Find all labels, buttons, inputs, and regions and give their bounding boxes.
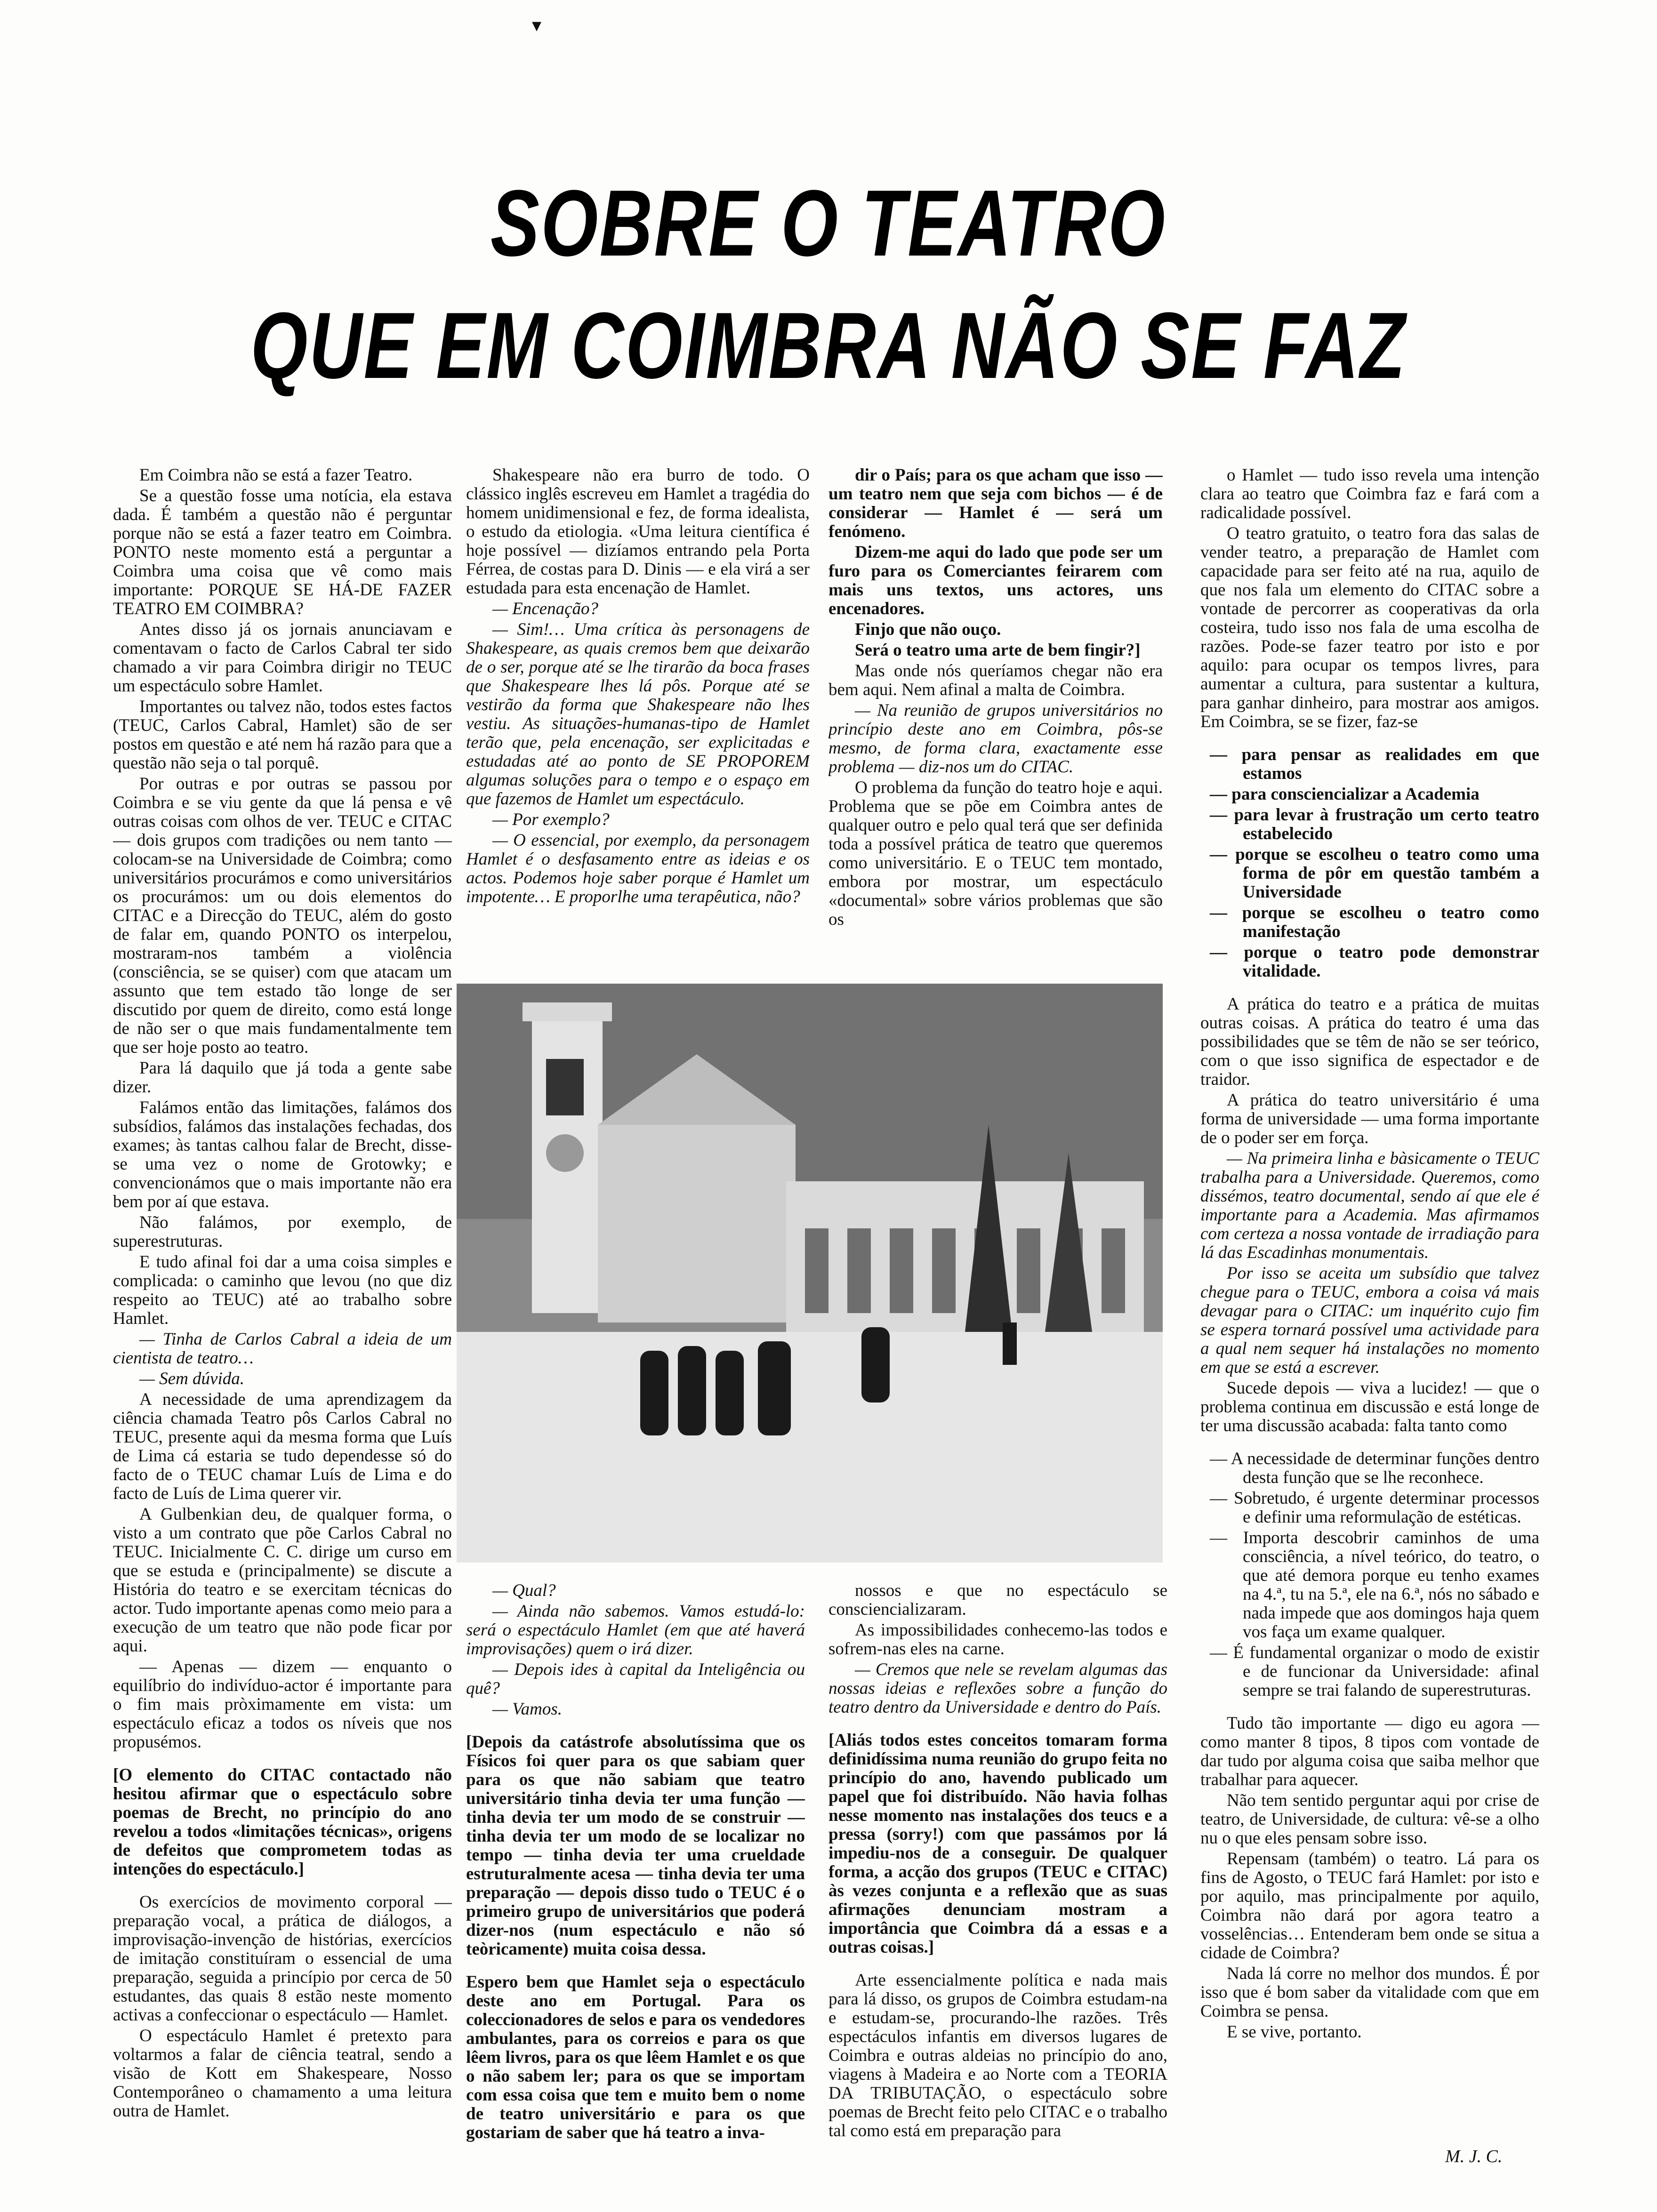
paragraph: Em Coimbra não se está a fazer Teatro.	[139, 466, 413, 485]
column-2-top	[466, 466, 810, 955]
paragraph: — Por exemplo?	[492, 810, 610, 829]
paragraph: dir o País; para os que acham que isso — um teatro nem que seja com bichos — é de considerar — Hamlet é — será um fenómeno.	[828, 466, 1163, 541]
paragraph: Dizem-me aqui do lado que pode ser um furo para os Comerciantes feirarem com mais uns textos, uns actores, uns encenadores.	[828, 543, 1163, 618]
list-item: — porque se escolheu o teatro como manifestação	[1210, 904, 1539, 941]
paragraph: Os exercícios de movimento corporal — preparação vocal, a prática de diálogos, a improvisação-invenção de histórias, exercícios de imitação constituíram o essencial de uma preparação, seguida a princípio por cerca de 50 estudantes, das quais 8 estão neste momento activas a confeccionar o espectáculo — Hamlet.	[113, 1892, 452, 2025]
column-4-list-2	[1210, 1450, 1539, 1700]
column-2-bottom	[466, 1581, 805, 2146]
paragraph: Tudo tão importante — digo eu agora — como manter 8 tipos, 8 tipos com vontade de dar tudo por alguma coisa que saiba melhor que trabalhar para aquecer.	[1200, 1714, 1539, 1789]
paragraph: Importantes ou talvez não, todos estes factos (TEUC, Carlos Cabral, Hamlet) são de ser postos em questão e até nem há razão para que a questão não seja o tal porquê.	[113, 697, 452, 773]
paragraph: E tudo afinal foi dar a uma coisa simples e complicada: o caminho que levou (no que diz respeito ao TEUC) até ao trabalho sobre Hamlet.	[113, 1252, 452, 1328]
paragraph: Arte essencialmente política e nada mais para lá disso, os grupos de Coimbra estudam-na e estudam-se, procurando-lhe razões. Três espectáculos infantis em diversos lugares de Coimbra e outras aldeias no princípio do ano, viagens à Madeira e ao Norte com a TEORIA DA TRIBUTAÇÃO, o espectáculo sobre poemas de Brecht feito pelo CITAC e o trabalho tal como está em preparação para	[828, 1971, 1167, 2140]
paragraph: E se vive, portanto.	[1227, 2022, 1362, 2042]
paragraph: O problema da função do teatro hoje e aqui. Problema que se põe em Coimbra antes de qualquer outro e pelo qual terá que ser definida toda a possível prática de teatro que queremos como universitário. E o TEUC tem montado, embora por mostrar, um espectáculo «documental» sobre vários problemas que são os	[828, 778, 1163, 929]
paragraph: — Tinha de Carlos Cabral a ideia de um cientista de teatro…	[113, 1330, 452, 1368]
column-4-part-a	[1200, 466, 1539, 731]
list-item: — A necessidade de determinar funções dentro desta função que se lhe reconhece.	[1210, 1450, 1539, 1487]
paragraph: Por isso se aceita um subsídio que talvez chegue para o TEUC, embora a coisa vá mais devagar para o CITAC: um inquérito cujo fim se espera tornará possível uma actividade para a qual nem sequer há instalações no momento em que se está a escrever.	[1200, 1264, 1539, 1377]
paragraph: nossos e que no espectáculo se consciencializaram.	[828, 1581, 1167, 1619]
column-1	[113, 466, 452, 2141]
column-4-part-c	[1200, 1714, 1539, 2042]
paragraph: [O elemento do CITAC contactado não hesitou afirmar que o espectáculo sobre poemas de Brecht, no princípio do ano revelou a todos «limitações técnicas», origens de defeitos que comprometem todas as intenções do espectáculo.]	[113, 1765, 452, 1879]
paragraph: A necessidade de uma aprendizagem da ciência chamada Teatro pôs Carlos Cabral no TEUC, presente aqui da mesma forma que Luís de Lima cá estaria se tudo dependesse só do facto de o TEUC chamar Luís de Lima e do facto de Luís de Lima querer vir.	[113, 1390, 452, 1503]
paragraph: [Aliás todos estes conceitos tomaram forma definidíssima numa reunião do grupo feita no princípio do ano, havendo publicado um papel que foi distribuído. Não havia folhas nesse momento nas instalações dos teucs e a pressa (sorry!) com que passámos por lá impediu-nos de a conseguir. De qualquer forma, a acção dos grupos (TEUC e CITAC) às vezes conjunta e a reflexão que as suas afirmações denunciam mostram a importância que Coimbra dá a essas e a outras coisas.]	[828, 1731, 1167, 1957]
list-item: — para consciencializar a Academia	[1210, 785, 1539, 804]
list-item: — Sobretudo, é urgente determinar processos e definir uma reformulação de estéticas.	[1210, 1489, 1539, 1527]
paragraph: A Gulbenkian deu, de qualquer forma, o visto a um contrato que põe Carlos Cabral no TEUC. Inicialmente C. C. dirige um curso em que se estuda e (principalmente) se discute a História do teatro e se exercitam técnicas do actor. Tudo importante apenas como meio para a execução de um teatro que não pode ficar por aqui.	[113, 1505, 452, 1656]
column-4-list	[1210, 745, 1539, 981]
photo-illustration	[457, 984, 1163, 1563]
paragraph: Finjo que não ouço.	[855, 620, 1001, 639]
headline-line-2: QUE EM COIMBRA NÃO SE FAZ	[250, 293, 1407, 398]
paragraph: — Depois ides à capital da Inteligência ou quê?	[466, 1660, 805, 1698]
paragraph: Falámos então das limitações, falámos dos subsídios, falámos das instalações fechadas, dos exames; às tantas calhou falar de Brecht, disse-se uma vez o nome de Grotowky; e convencionámos que o mais importante não era bem por aí que estava.	[113, 1098, 452, 1211]
paragraph: Antes disso já os jornais anunciavam e comentavam o facto de Carlos Cabral ter sido chamado a vir para Coimbra dirigir no TEUC um espectáculo sobre Hamlet.	[113, 620, 452, 696]
paragraph: [Depois da catástrofe absolutíssima que os Físicos foi quer para os que sabiam quer para os que não sabiam que teatro universitário tinha devia ter uma função — tinha devia ter um modo de se construir — tinha devia ter um modo de se localizar no tempo — tinha devia ter uma crueldade estruturalmente acesa — tinha devia ter uma preparação — depois disso tudo o TEUC é o primeiro grupo de universitários que poderá dizer-nos (num espectáculo e não só teòricamente) muita coisa dessa.	[466, 1732, 805, 1959]
paragraph: — Cremos que nele se revelam algumas das nossas ideias e reflexões sobre a função do teatro dentro da Universidade e dentro do País.	[828, 1660, 1167, 1717]
paragraph: Não tem sentido perguntar aqui por crise de teatro, de Universidade, de cultura: vê-se a olho nu o que eles pensam sobre isso.	[1200, 1791, 1539, 1848]
list-item: — para levar à frustração um certo teatro estabelecido	[1210, 806, 1539, 843]
paragraph: — Sim!… Uma crítica às personagens de Shakespeare, as quais cremos bem que deixarão de o ser, porque até se lhe tirarão da boca frases que Shakespeare lhes lá pôs. Porque até se vestirão da forma que Shakespeare não lhes vestiu. As situações-humanas-tipo de Hamlet terão que, pela encenação, ser explicitadas e estudadas até ao ponto de SE PROPOREM algumas soluções para o tempo e o espaço em que fazemos de Hamlet um espectáculo.	[466, 620, 810, 809]
paragraph: Espero bem que Hamlet seja o espectáculo deste ano em Portugal. Para os coleccionadores de selos e para os vendedores ambulantes, para os correios e para os que lêem livros, para os que lêem Hamlet e os que o não sabem ler; para os que se importam com essa coisa que tem e muito bem o nome de teatro universitário e para os que gostariam de saber que há teatro a inva-	[466, 1972, 805, 2142]
paragraph: — Vamos.	[492, 1699, 563, 1719]
paragraph: Repensam (também) o teatro. Lá para os fins de Agosto, o TEUC fará Hamlet: por isto e por aquilo, mas principalmente por aquilo, Coimbra não dará por agora teatro a vosselências… Entenderam bem onde se situa a cidade de Coimbra?	[1200, 1849, 1539, 1963]
list-item: — Importa descobrir caminhos de uma consciência, a nível teórico, do teatro, o que até demora porque eu tenho exames na 4.ª, tu na 5.ª, ele na 6.ª, nós no sábado e nada impede que aos domingos haja quem vos faça um exame qualquer.	[1210, 1529, 1539, 1642]
paragraph: Sucede depois — viva a lucidez! — que o problema continua em discussão e está longe de ter uma discussão acabada: falta tanto como	[1200, 1378, 1539, 1435]
paragraph: Será o teatro uma arte de bem fingir?]	[855, 641, 1141, 660]
column-3-top	[828, 466, 1163, 955]
paragraph: Para lá daquilo que já toda a gente sabe dizer.	[113, 1058, 452, 1097]
photo-coimbra-university-courtyard	[457, 984, 1163, 1563]
paragraph: Por outras e por outras se passou por Coimbra e se viu gente da que lá pensa e vê outras coisas com olhos de ver. TEUC e CITAC — dois grupos com tradições ou nem tanto — colocam-se na Universidade de Coimbra; como universitários procurámos e como universitários os procurámos: um ou dois elementos do CITAC e a Direcção do TEUC, além do gosto de falar em, quando PONTO os interpelou, mostraram-nos também a violência (consciência, se se quiser) com que atacam um assunto que tem estado tão longe de ser discutido por quem de direito, como está longe de não ser o que mais fundamentalmente tem que ser hoje posto ao teatro.	[113, 774, 452, 1057]
paragraph: Não falámos, por exemplo, de superestruturas.	[113, 1213, 452, 1251]
paragraph: As impossibilidades conhecemo-las todos e sofrem-nas eles na carne.	[828, 1620, 1167, 1659]
paragraph: O teatro gratuito, o teatro fora das salas de vender teatro, a preparação de Hamlet com capacidade para ser feito até na rua, aquilo de que nos fala um elemento do CITAC sobre a vontade de percorrer as cooperativas da orla costeira, tudo isso nos fala de uma escolha de razões. Pode-se fazer teatro por isto e por aquilo: para ocupar os tempos livres, para aumentar a cultura, para sustentar a kultura, para ganhar dinheiro, para mostrar aos amigos. Em Coimbra, se se fizer, faz-se	[1200, 524, 1539, 731]
paragraph: Nada lá corre no melhor dos mundos. É por isso que é bom saber da vitalidade com que em Coimbra se pensa.	[1200, 1964, 1539, 2021]
paragraph: — Qual?	[492, 1581, 556, 1600]
paragraph: — O essencial, por exemplo, da personagem Hamlet é o desfasamento entre as ideias e os actos. Podemos hoje saber porque é Hamlet um impotente… E proporlhe uma terapêutica, não?	[466, 831, 810, 906]
column-3-bottom	[828, 1581, 1167, 2146]
paragraph: O espectáculo Hamlet é pretexto para voltarmos a falar de ciência teatral, sendo a visão de Kott em Shakespeare, Nosso Contemporâneo o chamamento a uma leitura outra de Hamlet.	[113, 2026, 452, 2121]
paragraph: — Apenas — dizem — enquanto o equilíbrio do indivíduo-actor é importante para o fim mais pròximamente em vista: um espectáculo eficaz a todos os níveis que nos propusémos.	[113, 1657, 452, 1752]
column-4	[1200, 466, 1539, 2141]
list-item: — porque se escolheu o teatro como uma forma de pôr em questão também a Universidade	[1210, 845, 1539, 902]
paragraph: — Ainda não sabemos. Vamos estudá-lo: será o espectáculo Hamlet (em que até haverá improvisações) quem o irá dizer.	[466, 1602, 805, 1659]
column-4-part-b	[1200, 995, 1539, 1435]
list-item: — É fundamental organizar o modo de existir e de funcionar da Universidade: afinal sempre se trai falando de superestruturas.	[1210, 1643, 1539, 1700]
top-mark: ▾	[532, 15, 542, 36]
paragraph: — Encenação?	[492, 599, 599, 618]
paragraph: Se a questão fosse uma notícia, ela estava dada. É também a questão não é perguntar porque não se está a fazer teatro em Coimbra. PONTO neste momento está a perguntar a Coimbra uma coisa que vê como mais importante: PORQUE SE HÁ-DE FAZER TEATRO EM COIMBRA?	[113, 486, 452, 618]
paragraph: — Na reunião de grupos universitários no princípio deste ano em Coimbra, pôs-se mesmo, de forma clara, exactamente esse problema — diz-nos um do CITAC.	[828, 701, 1163, 777]
headline-line-1: SOBRE O TEATRO	[490, 171, 1167, 276]
paragraph: A prática do teatro universitário é uma forma de universidade — uma forma importante de o poder ser em força.	[1200, 1090, 1539, 1147]
list-item: — para pensar as realidades em que estamos	[1210, 745, 1539, 783]
paragraph: — Sem dúvida.	[139, 1369, 244, 1388]
paragraph: Shakespeare não era burro de todo. O clássico inglês escreveu em Hamlet a tragédia do homem unidimensional e fez, de forma idealista, o estudo da etiologia. «Uma leitura científica é hoje possível — dizíamos entrando pela Porta Férrea, de costas para D. Dinis — e ela virá a ser estudada para esta encenação de Hamlet.	[466, 466, 810, 598]
paragraph: A prática do teatro e a prática de muitas outras coisas. A prática do teatro é uma das possibilidades que se têm de não se ser teórico, com o que isso significa de espectador e de traidor.	[1200, 994, 1539, 1089]
author-signature: M. J. C.	[1445, 2147, 1503, 2166]
paragraph: Mas onde nós queríamos chegar não era bem aqui. Nem afinal a malta de Coimbra.	[828, 661, 1163, 699]
paragraph: — Na primeira linha e bàsicamente o TEUC trabalha para a Universidade. Queremos, como dissémos, teatro documental, sendo aí que ele é importante para a Academia. Mas afirmamos com certeza a nossa vontade de irradiação para lá das Escadinhas monumentais.	[1200, 1149, 1539, 1262]
paragraph: o Hamlet — tudo isso revela uma intenção clara ao teatro que Coimbra faz e fará com a radicalidade possível.	[1200, 466, 1539, 522]
list-item: — porque o teatro pode demonstrar vitalidade.	[1210, 943, 1539, 981]
